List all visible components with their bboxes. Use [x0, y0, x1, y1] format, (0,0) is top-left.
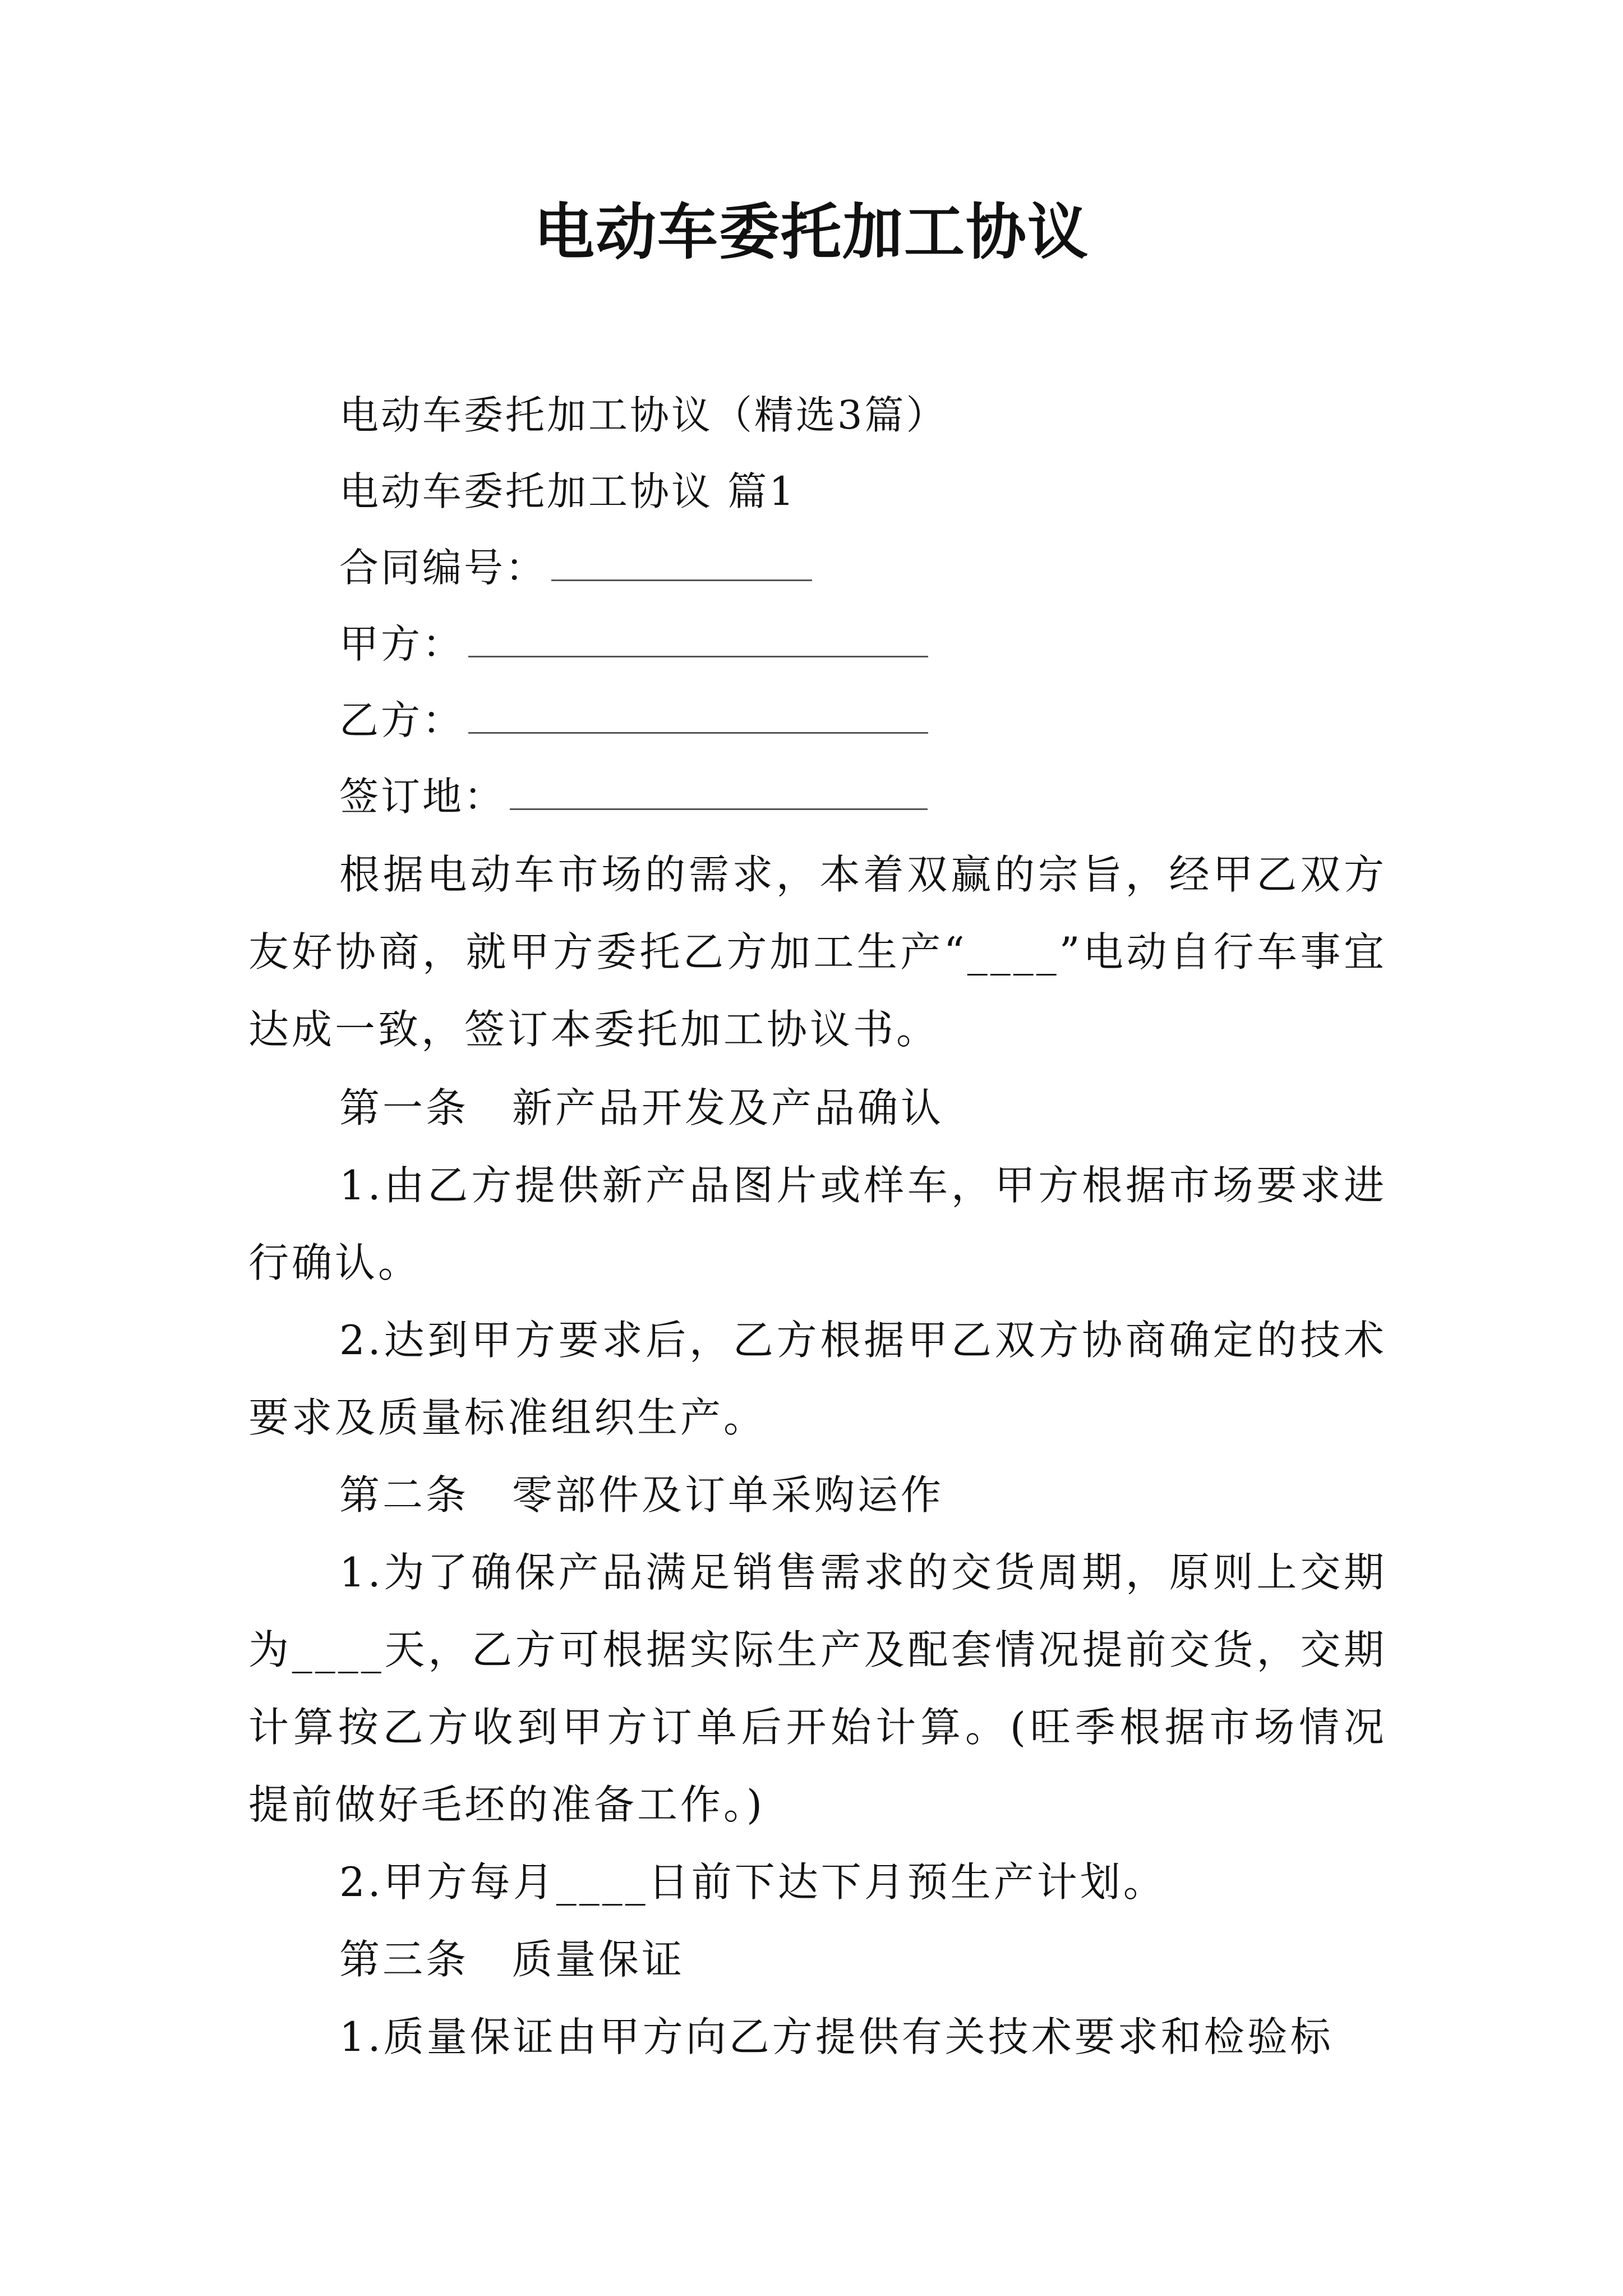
- party-b-blank: [468, 695, 928, 734]
- article-1-clause-1: 1.由乙方提供新产品图片或样车，甲方根据市场要求进行确认。: [248, 1162, 1387, 1286]
- article-2-clause-2: 2.甲方每月____日前下达下月预生产计划。: [339, 1858, 1166, 1906]
- sign-place-label: 签订地：: [339, 774, 505, 820]
- party-a-blank: [468, 619, 928, 657]
- sign-place-blank: [510, 771, 928, 810]
- intro-paragraph: 根据电动车市场的需求，本着双赢的宗旨，经甲乙双方友好协商，就甲方委托乙方加工生产“____”电动自行车事宜达成一致，签订本委托加工协议书。: [248, 851, 1387, 1053]
- article-3-heading: 第三条 质量保证: [339, 1936, 685, 1983]
- contract-number-blank: [551, 542, 812, 581]
- section-heading: 电动车委托加工协议 篇1: [339, 468, 796, 514]
- document-subtitle: 电动车委托加工协议（精选3篇）: [339, 392, 948, 438]
- party-b-field: [339, 692, 928, 748]
- party-a-field: [339, 616, 928, 672]
- contract-number-field: [339, 540, 812, 596]
- document-title: 电动车委托加工协议: [533, 197, 1089, 268]
- article-1-clause-2: 2.达到甲方要求后，乙方根据甲乙双方协商确定的技术要求及质量标准组织生产。: [248, 1317, 1387, 1441]
- article-2-heading: 第二条 零部件及订单采购运作: [339, 1471, 944, 1519]
- party-a-label: 甲方：: [339, 621, 464, 667]
- contract-number-label: 合同编号：: [339, 545, 547, 591]
- sign-place-field: [339, 769, 928, 825]
- article-2-clause-1: 1.为了确保产品满足销售需求的交货周期，原则上交期为____天，乙方可根据实际生产及配套情况提前交货，交期计算按乙方收到甲方订单后开始计算。(旺季根据市场情况提前做好毛坯的准备工作。): [248, 1549, 1387, 1828]
- article-1-heading: 第一条 新产品开发及产品确认: [339, 1084, 944, 1131]
- party-b-label: 乙方：: [339, 697, 464, 743]
- article-3-clause-1: 1.质量保证由甲方向乙方提供有关技术要求和检验标: [339, 2013, 1334, 2060]
